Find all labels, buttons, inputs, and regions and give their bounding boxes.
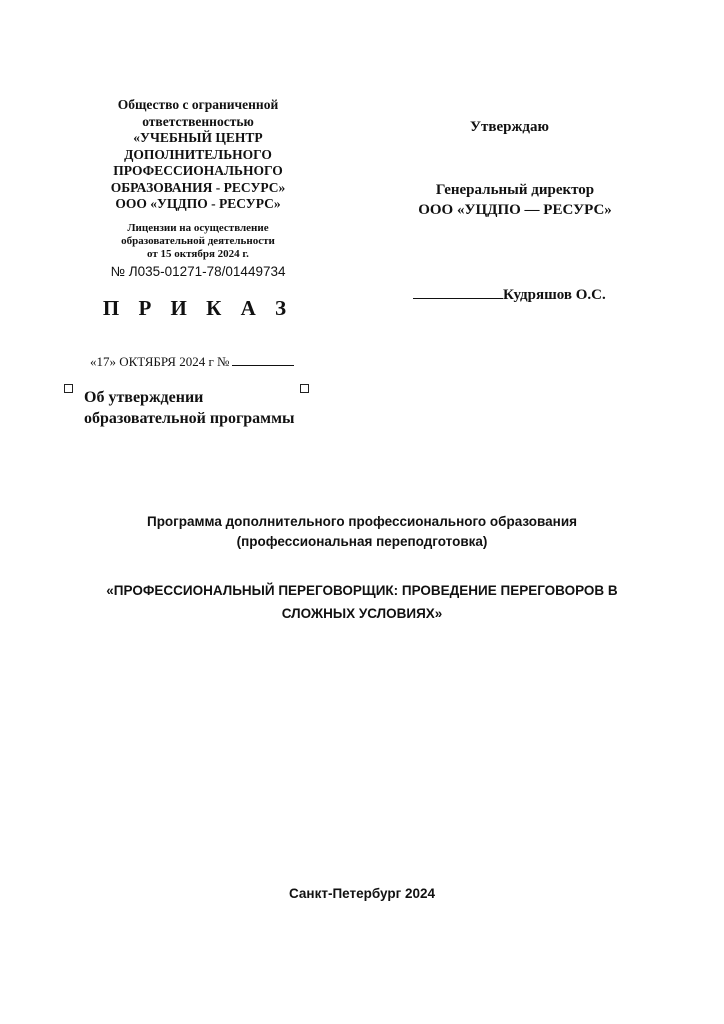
order-title: П Р И К А З [102, 296, 294, 320]
approve-label: Утверждаю [470, 119, 549, 135]
subject-line: Об утверждении [84, 389, 204, 406]
org-line: ДОПОЛНИТЕЛЬНОГО [124, 146, 272, 162]
org-line: ОБРАЗОВАНИЯ - РЕСУРС» [110, 179, 286, 195]
checkbox-right-icon [300, 384, 309, 393]
director-line: ООО «УЦДПО — РЕСУРС» [418, 202, 612, 218]
program-heading [60, 512, 664, 552]
order-number-blank [232, 353, 294, 366]
program-heading-line: Программа дополнительного профессионального образования [146, 514, 577, 529]
org-line: Общество с ограниченной [117, 97, 279, 112]
license-number: № Л035-01271-78/01449734 [110, 264, 286, 279]
org-line: «УЧЕБНЫЙ ЦЕНТР [133, 130, 263, 145]
org-line: ООО «УЦДПО - РЕСУРС» [115, 196, 281, 211]
org-line: ПРОФЕССИОНАЛЬНОГО [113, 163, 283, 178]
program-title-line: «ПРОФЕССИОНАЛЬНЫЙ ПЕРЕГОВОРЩИК: ПРОВЕДЕНИЕ ПЕРЕГОВОРОВ В [106, 583, 618, 598]
license-info [84, 222, 312, 261]
order-date-text: «17» ОКТЯБРЯ 2024 г № [90, 354, 230, 369]
checkbox-left-icon [64, 384, 73, 393]
city-year: Санкт-Петербург 2024 [289, 886, 435, 901]
signature-blank [413, 284, 503, 299]
subject-line: образовательной программы [84, 410, 295, 427]
order-subject [84, 387, 294, 429]
license-line: образовательной деятельности [121, 235, 275, 247]
program-heading-line: (профессиональная переподготовка) [236, 534, 488, 549]
signature-line [413, 284, 606, 304]
signer-name: Кудряшов О.С. [503, 287, 606, 303]
order-date [90, 353, 294, 370]
program-title-line: СЛОЖНЫХ УСЛОВИЯХ» [281, 606, 443, 621]
director-line: Генеральный директор [435, 182, 595, 198]
program-title [60, 579, 664, 625]
organization-name [84, 97, 312, 213]
license-line: от 15 октября 2024 г. [147, 248, 249, 260]
org-line: ответственностью [142, 113, 254, 129]
director-title [390, 180, 640, 220]
license-line: Лицензии на осуществление [127, 222, 269, 234]
